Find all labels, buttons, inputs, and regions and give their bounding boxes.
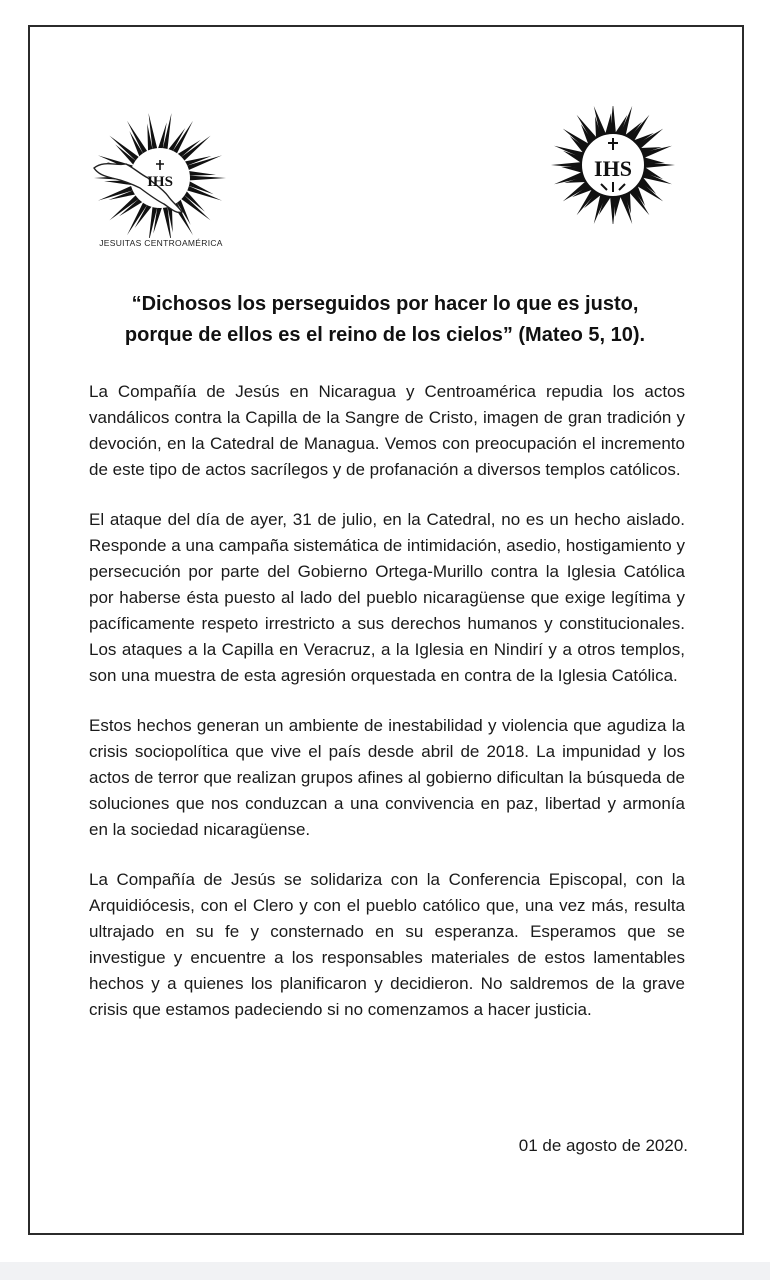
paragraph-1: La Compañía de Jesús en Nicaragua y Centroamérica repudia los actos vandálicos contra la Capilla de la Sangre de Cristo, imagen de gran tradición y devoción, en la Catedral de Managua. Vemos con preocupación el incremento de este tipo de actos sacrílegos y de profanación a diversos templos católicos. (89, 382, 685, 479)
sun-ray (172, 121, 193, 155)
bible-quote (60, 289, 710, 351)
quote-line-1: “Dichosos los perseguidos por hacer lo que es justo, (131, 293, 639, 315)
sun-ray (187, 171, 216, 176)
sun-ray (615, 196, 621, 217)
sun-ray (180, 194, 211, 220)
paragraph-3: Estos hechos generan un ambiente de inestabilidad y violencia que agudiza la crisis sociopolítica que vive el país desde abril de 2018. La impunidad y los actos de terror que realizan grupos afines al gobierno dificultan la búsqueda de soluciones que nos conduzcan a una convivencia en paz, libertad y armonía en la sociedad nicaragüense. (89, 716, 685, 839)
jesuitas-centroamerica-logo (82, 108, 242, 254)
statement-body (89, 379, 685, 1047)
sun-ray (188, 176, 226, 181)
sun-ray (644, 157, 665, 163)
sun-ray (109, 136, 140, 162)
ihs-sun-logo (541, 106, 685, 224)
quote-line-2: porque de ellos es el reino de los cielos” (Mateo 5, 10). (124, 324, 646, 346)
paragraph-4: La Compañía de Jesús se solidariza con la Conferencia Episcopal, con la Arquidiócesis, con el Clero y con el pueblo católico que, una vez más, resulta ultrajado en su fe y consternado en su esperanza. Esperamos que se investigue y encuentre a los responsables materiales de estos lamentables hechos y a quienes los planificaron y decidieron. No saldremos de la grave crisis que estamos padeciendo si no comenzamos a hacer justicia. (89, 870, 685, 1019)
statement-date: 01 de agosto de 2020. (518, 1136, 688, 1155)
sun-ray (127, 201, 148, 235)
logo-caption: JESUITAS CENTROAMÉRICA (99, 238, 223, 248)
sun-ray (605, 113, 611, 134)
sun-rays-icon (82, 108, 242, 238)
ihs-sun-icon (541, 106, 685, 224)
sun-ray (561, 167, 582, 173)
ihs-monogram-right: IHS (594, 156, 632, 181)
paragraph-2: El ataque del día de ayer, 31 de julio, en la Catedral, no es un hecho aislado. Responde a una campaña sistemática de intimidación, asedio, hostigamiento y persecución por parte del Gobierno Ortega-Murillo contra la Iglesia Católica por haberse ésta puesto al lado del pueblo nicaragüense que exige legítima y pacíficamente respeto irrestricto a sus derechos humanos y constitucionales. Los ataques a la Capilla en Veracruz, a la Iglesia en Nindirí y a otros templos, son una muestra de esta agresión orquestada en contra de la Iglesia Católica. (89, 510, 685, 685)
ihs-monogram-left: IHS (147, 174, 173, 190)
